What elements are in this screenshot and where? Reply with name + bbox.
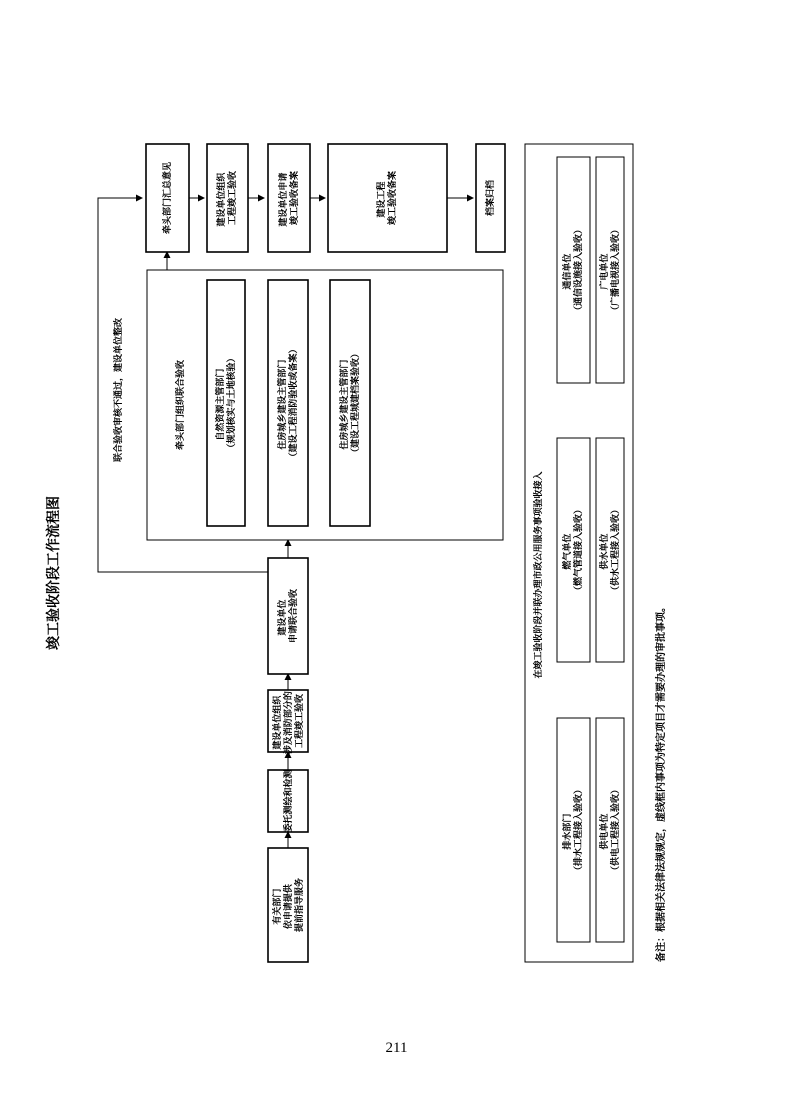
box-line: 通信单位 — [563, 253, 573, 290]
box-guidance-service — [268, 848, 308, 962]
svg-text:委托测绘和检测 — [282, 769, 294, 832]
box-telecom — [557, 157, 590, 383]
box-line: （建设工程城建档案验收） — [351, 348, 361, 458]
utilities-title: 在竣工验收阶段并联办理市政公用服务事项验收接入 — [534, 471, 544, 679]
box-line: 档案归档 — [486, 179, 496, 217]
box-line: 建设单位组织 — [273, 695, 283, 750]
box-line: 供电单位 — [600, 813, 610, 850]
svg-text:住房城乡建设主管部门 （建设工程城建档案验收 — [338, 349, 361, 457]
box-line: （燃气管道接入验收） — [574, 504, 584, 596]
box-line: （排水工程接入验收） — [574, 784, 584, 876]
box-line: 申请联合验收 — [289, 588, 299, 644]
svg-text:建设单位组织 工程竣工验收 — [215, 169, 238, 226]
svg-text:住房城乡建设主管部门 （建设工程消防验收或备 — [276, 344, 299, 461]
box-fire-acceptance — [268, 688, 308, 754]
box-line: 建设工程 — [377, 181, 387, 218]
feedback-label: 联合验收审核不通过，建设单位整改 — [114, 317, 124, 463]
box-line: 广电单位 — [600, 253, 610, 290]
box-line: 委托测绘和检测 — [284, 769, 294, 833]
svg-text:自然资源主管部门 （规划核实与土地核验） — [214, 353, 237, 452]
box-line: 住房城乡建设主管部门 — [340, 359, 350, 450]
box-line: 提前指导服务 — [295, 877, 305, 933]
svg-text:档案归档 — [484, 180, 496, 217]
box-line: 住房城乡建设主管部门 — [278, 359, 288, 450]
box-line: 燃气单位 — [563, 533, 573, 570]
svg-text:建设单位组织 涉及消防部分的 工程竣 — [271, 688, 305, 754]
box-line: 工程竣工验收 — [295, 693, 305, 749]
box-line: （广播电视接入验收） — [611, 224, 621, 316]
box-line: 建设单位申请 — [279, 172, 289, 227]
page-number: 211 — [385, 1040, 408, 1056]
box-line: 供水单位 — [600, 533, 610, 570]
box-line: 排水部门 — [563, 813, 573, 850]
svg-text:有关部门 依申请提供 提前指导服务 — [271, 878, 305, 933]
svg-text:牵头部门汇总意见 — [161, 162, 173, 234]
diagram-title: 竣工验收阶段工作流程图 — [46, 496, 62, 650]
panel-title: 牵头部门组织联合验收 — [176, 359, 186, 451]
box-completion-filing — [268, 144, 310, 252]
box-filing-record — [328, 144, 447, 252]
box-line: 建设单位组织 — [217, 172, 227, 227]
footnote: 备注：根据相关法律法规规定，虚线框内事项为特定项目才需要办理的审批事项。 — [656, 602, 667, 962]
box-gas — [557, 438, 590, 662]
svg-text:建设单位申请 竣工验收备案 — [277, 169, 300, 226]
box-water — [596, 438, 624, 662]
box-line: 涉及消防部分的 — [284, 691, 294, 755]
box-housing-archive — [330, 280, 370, 526]
svg-text:建设工程 竣工验收备案 — [375, 171, 398, 225]
box-power — [596, 718, 624, 942]
box-lead-summary — [146, 144, 189, 252]
box-line: （规划核实与土地核验） — [227, 353, 237, 453]
box-line: 依申请提供 — [284, 884, 294, 930]
box-line: 有关部门 — [273, 888, 283, 925]
box-line: （供电工程接入验收） — [611, 784, 621, 876]
box-completion-acceptance — [207, 144, 248, 252]
box-line: 工程竣工验收 — [228, 170, 238, 226]
joint-acceptance-panel — [147, 270, 503, 540]
box-survey-testing — [268, 769, 308, 832]
box-line: （建设工程消防验收或备案） — [289, 344, 299, 462]
box-housing-fire — [268, 280, 308, 526]
box-line: （通信设施接入验收） — [574, 224, 584, 316]
box-natural-resources — [207, 280, 245, 526]
box-line: 建设单位 — [278, 599, 288, 636]
box-archive — [476, 144, 505, 252]
box-apply-joint-acceptance — [268, 558, 308, 674]
box-line: 竣工验收备案 — [388, 170, 398, 226]
box-line: （供水工程接入验收） — [611, 504, 621, 596]
utilities-panel — [525, 144, 633, 962]
box-broadcast — [596, 157, 624, 383]
box-line: 竣工验收备案 — [290, 170, 300, 226]
box-line: 牵头部门汇总意见 — [163, 161, 173, 235]
box-drainage — [557, 718, 590, 942]
box-line: 自然资源主管部门 — [216, 368, 226, 441]
